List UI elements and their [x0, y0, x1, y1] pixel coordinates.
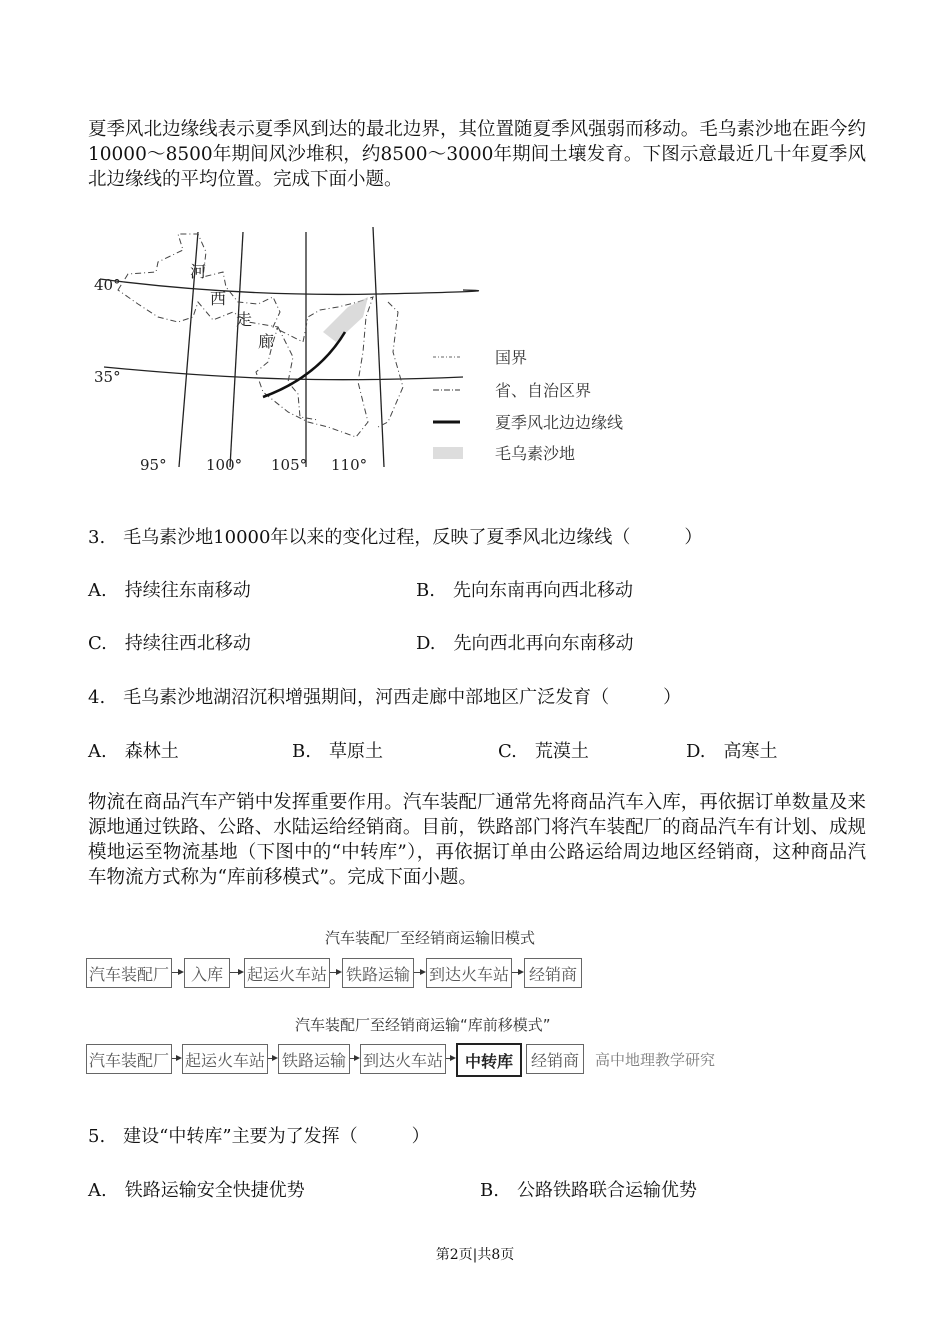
legend-label: 国界	[495, 348, 528, 367]
flow-step: 起运火车站	[244, 958, 330, 988]
lat-label: 40°	[94, 276, 121, 294]
flow-step: 到达火车站	[426, 958, 512, 988]
q3-option-a: A. 持续往东南移动	[88, 580, 251, 601]
new-mode-title: 汽车装配厂至经销商运输“库前移模式”	[295, 1016, 551, 1034]
flow-arrow	[230, 972, 242, 973]
lat-40-line	[100, 279, 479, 294]
lon-110-line	[373, 227, 384, 467]
region-char: 西	[210, 289, 227, 308]
flow-step: 起运火车站	[182, 1044, 268, 1074]
flow-step: 到达火车站	[360, 1044, 446, 1074]
q4-option-c: C. 荒漠土	[498, 741, 589, 762]
flow-step: 汽车装配厂	[86, 958, 172, 988]
legend-label: 毛乌素沙地	[495, 444, 576, 463]
q3-option-d: D. 先向西北再向东南移动	[416, 633, 634, 654]
flow-arrow	[512, 972, 522, 973]
q4-option-b: B. 草原土	[292, 741, 383, 762]
q4-option-d: D. 高寒土	[686, 741, 778, 762]
flow-step: 铁路运输	[278, 1044, 350, 1074]
flow-arrow	[172, 1058, 180, 1059]
watermark: 高中地理教学研究	[595, 1051, 716, 1069]
region-char: 走	[236, 310, 253, 329]
transfer-warehouse-step: 中转库	[456, 1043, 522, 1077]
q3-option-b: B. 先向东南再向西北移动	[416, 580, 633, 601]
flow-step: 入库	[184, 958, 230, 988]
region-char: 廊	[258, 332, 275, 351]
legend-label: 夏季风北边边缘线	[495, 413, 624, 432]
q3-option-c: C. 持续往西北移动	[88, 633, 251, 654]
page-footer: 第2页|共8页	[435, 1247, 515, 1263]
sandy-land-legend-icon	[433, 447, 463, 459]
flow-arrow	[172, 972, 182, 973]
question-4: 4. 毛乌素沙地湖沼沉积增强期间，河西走廊中部地区广泛发育（ ）	[88, 687, 682, 708]
region-char: 河	[190, 262, 207, 281]
flow-step: 铁路运输	[342, 958, 414, 988]
monsoon-north-boundary-line	[263, 332, 345, 397]
map-figure	[88, 222, 688, 482]
flow-step: 经销商	[526, 1044, 584, 1074]
flow-arrow	[330, 972, 340, 973]
q4-option-a: A. 森林土	[88, 741, 179, 762]
flow-step: 汽车装配厂	[86, 1044, 172, 1074]
question-5: 5. 建设“中转库”主要为了发挥（ ）	[88, 1126, 430, 1147]
lon-label: 105°	[271, 456, 308, 474]
lon-label: 100°	[206, 456, 243, 474]
mu-us-sandy-land	[323, 297, 368, 342]
flow-arrow	[268, 1058, 276, 1059]
lat-label: 35°	[94, 368, 121, 386]
lon-label: 110°	[331, 456, 368, 474]
legend-label: 省、自治区界	[495, 381, 592, 400]
flow-step: 经销商	[524, 958, 582, 988]
lon-label: 95°	[140, 456, 167, 474]
intro-paragraph-2: 物流在商品汽车产销中发挥重要作用。汽车装配厂通常先将商品汽车入库，再依据订单数量及来源地通过铁路、公路、水陆运给经销商。目前，铁路部门将汽车装配厂的商品汽车有计划、成规模地运至物流基地（下图中的“中转库”），再依据订单由公路运给周边地区经销商，这种商品汽车物流方式称为“库前移模式”。完成下面小题。	[88, 792, 866, 888]
q5-option-a: A. 铁路运输安全快捷优势	[88, 1180, 305, 1201]
lat-35-line	[104, 367, 463, 380]
lon-100-line	[230, 232, 243, 467]
q5-option-b: B. 公路铁路联合运输优势	[480, 1180, 697, 1201]
flow-diagram	[80, 920, 780, 1080]
question-3: 3. 毛乌素沙地10000年以来的变化过程，反映了夏季风北边缘线（ ）	[88, 527, 703, 548]
flow-arrow	[414, 972, 424, 973]
intro-paragraph-1: 夏季风北边缘线表示夏季风到达的最北边界，其位置随夏季风强弱而移动。毛乌素沙地在距今约10000～8500年期间风沙堆积，约8500～3000年期间土壤发育。下图示意最近几十年夏季风北边缘线的平均位置。完成下面小题。	[88, 119, 866, 190]
flow-arrow	[446, 1058, 454, 1059]
flow-arrow	[350, 1058, 358, 1059]
old-mode-title: 汽车装配厂至经销商运输旧模式	[325, 929, 536, 947]
